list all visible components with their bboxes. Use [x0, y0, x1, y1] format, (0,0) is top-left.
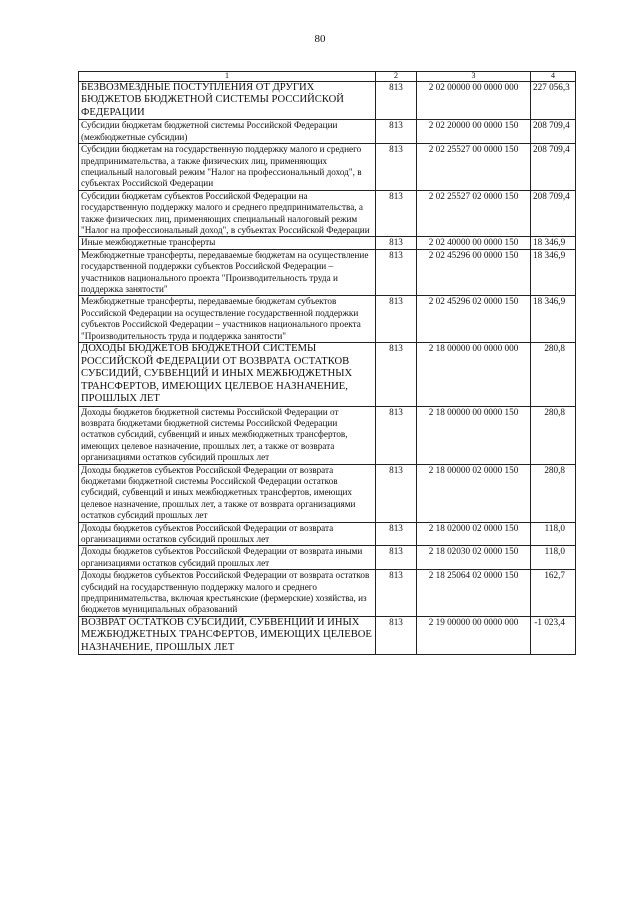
- table-row: [79, 81, 576, 120]
- row-code-cell: 813: [376, 296, 417, 343]
- row-code-cell: 813: [376, 249, 417, 296]
- row-sum-cell: 280,8: [531, 464, 576, 522]
- row-sum-cell: 162,7: [531, 570, 576, 617]
- row-code-cell: 813: [376, 546, 417, 570]
- table-row: [79, 237, 576, 249]
- row-sum-cell: 208 709,4: [531, 120, 576, 144]
- row-code-cell: 813: [376, 81, 417, 120]
- table-row: [79, 190, 576, 237]
- revenue-table: [78, 71, 576, 655]
- table-row: [79, 616, 576, 655]
- row-kbk-cell: 2 02 40000 00 0000 150: [417, 237, 531, 249]
- row-kbk-cell: 2 18 02030 02 0000 150: [417, 546, 531, 570]
- row-sum-cell: 280,8: [531, 406, 576, 464]
- row-code-cell: 813: [376, 144, 417, 191]
- row-code-cell: 813: [376, 406, 417, 464]
- row-name-cell: Субсидии бюджетам бюджетной системы Российской Федерации (межбюджетные субсидии): [79, 120, 376, 144]
- row-code-cell: 813: [376, 237, 417, 249]
- row-kbk-cell: 2 02 00000 00 0000 000: [417, 81, 531, 120]
- column-header: 2: [376, 72, 417, 82]
- row-name-cell: Доходы бюджетов субъектов Российской Федерации от возврата иными организациями остатков субсидий прошлых лет: [79, 546, 376, 570]
- row-code-cell: 813: [376, 343, 417, 407]
- table-row: [79, 343, 576, 407]
- table-row: [79, 120, 576, 144]
- column-header: 1: [79, 72, 376, 82]
- row-code-cell: 813: [376, 464, 417, 522]
- row-kbk-cell: 2 02 45296 00 0000 150: [417, 249, 531, 296]
- row-sum-cell: 118,0: [531, 546, 576, 570]
- row-name-cell: Доходы бюджетов бюджетной системы Российской Федерации от возврата бюджетами бюджетной системы Российской Федерации остатков субсидий, субвенций и иных межбюджетных трансфертов, имеющих целевое назначение, прошлых лет, а также от возврата организациями остатков субсидий прошлых лет: [79, 406, 376, 464]
- row-code-cell: 813: [376, 190, 417, 237]
- table-row: [79, 249, 576, 296]
- row-kbk-cell: 2 02 20000 00 0000 150: [417, 120, 531, 144]
- row-name-cell: Субсидии бюджетам субъектов Российской Федерации на государственную поддержку малого и среднего предпринимательства, а также физических лиц, применяющих специальный налоговый режим "Налог на профессиональный доход", в субъектах Российской Федерации: [79, 190, 376, 237]
- row-sum-cell: 280,8: [531, 343, 576, 407]
- row-code-cell: 813: [376, 570, 417, 617]
- row-name-cell: Доходы бюджетов субъектов Российской Федерации от возврата бюджетами бюджетной системы Российской Федерации остатков субсидий, субвенций и иных межбюджетных трансфертов, имеющих целевое назначение, прошлых лет, а также от возврата организациями остатков субсидий прошлых лет: [79, 464, 376, 522]
- table-row: [79, 406, 576, 464]
- table-row: [79, 570, 576, 617]
- row-kbk-cell: 2 02 25527 02 0000 150: [417, 190, 531, 237]
- row-sum-cell: 227 056,3: [531, 81, 576, 120]
- table-header-row: [79, 72, 576, 82]
- row-name-cell: Доходы бюджетов субъектов Российской Федерации от возврата организациями остатков субсидий прошлых лет: [79, 522, 376, 546]
- row-sum-cell: 18 346,9: [531, 237, 576, 249]
- row-code-cell: 813: [376, 522, 417, 546]
- row-sum-cell: 208 709,4: [531, 144, 576, 191]
- row-name-cell: БЕЗВОЗМЕЗДНЫЕ ПОСТУПЛЕНИЯ ОТ ДРУГИХ БЮДЖЕТОВ БЮДЖЕТНОЙ СИСТЕМЫ РОССИЙСКОЙ ФЕДЕРАЦИИ: [79, 81, 376, 120]
- row-sum-cell: 118,0: [531, 522, 576, 546]
- row-name-cell: ВОЗВРАТ ОСТАТКОВ СУБСИДИЙ, СУБВЕНЦИЙ И ИНЫХ МЕЖБЮДЖЕТНЫХ ТРАНСФЕРТОВ, ИМЕЮЩИХ ЦЕЛЕВОЕ НАЗНАЧЕНИЕ, ПРОШЛЫХ ЛЕТ: [79, 616, 376, 655]
- row-sum-cell: 18 346,9: [531, 296, 576, 343]
- row-kbk-cell: 2 18 00000 02 0000 150: [417, 464, 531, 522]
- table-row: [79, 464, 576, 522]
- row-name-cell: Субсидии бюджетам на государственную поддержку малого и среднего предпринимательства, а также физических лиц, применяющих специальный налоговый режим "Налог на профессиональный доход", в субъектах Российской Федерации: [79, 144, 376, 191]
- row-sum-cell: 208 709,4: [531, 190, 576, 237]
- row-kbk-cell: 2 02 45296 02 0000 150: [417, 296, 531, 343]
- table-row: [79, 296, 576, 343]
- row-name-cell: Межбюджетные трансферты, передаваемые бюджетам на осуществление государственной поддержки субъектов Российской Федерации – участников национального проекта "Производительность труда и поддержка занятости": [79, 249, 376, 296]
- row-kbk-cell: 2 18 00000 00 0000 150: [417, 406, 531, 464]
- table-row: [79, 522, 576, 546]
- row-sum-cell: 18 346,9: [531, 249, 576, 296]
- table-row: [79, 546, 576, 570]
- column-header: 3: [417, 72, 531, 82]
- row-kbk-cell: 2 18 25064 02 0000 150: [417, 570, 531, 617]
- row-kbk-cell: 2 18 02000 02 0000 150: [417, 522, 531, 546]
- row-kbk-cell: 2 19 00000 00 0000 000: [417, 616, 531, 655]
- row-name-cell: Доходы бюджетов субъектов Российской Федерации от возврата остатков субсидий на государственную поддержку малого и среднего предпринимательства, включая крестьянские (фермерские) хозяйства, из бюджетов муниципальных образований: [79, 570, 376, 617]
- row-name-cell: Межбюджетные трансферты, передаваемые бюджетам субъектов Российской Федерации на осуществление государственной поддержки субъектов Российской Федерации – участников национального проекта "Производительность труда и поддержка занятости": [79, 296, 376, 343]
- row-kbk-cell: 2 02 25527 00 0000 150: [417, 144, 531, 191]
- row-code-cell: 813: [376, 616, 417, 655]
- table-row: [79, 144, 576, 191]
- column-header: 4: [531, 72, 576, 82]
- row-name-cell: Иные межбюджетные трансферты: [79, 237, 376, 249]
- row-code-cell: 813: [376, 120, 417, 144]
- row-sum-cell: -1 023,4: [531, 616, 576, 655]
- page-number: 80: [314, 33, 326, 45]
- row-name-cell: ДОХОДЫ БЮДЖЕТОВ БЮДЖЕТНОЙ СИСТЕМЫ РОССИЙСКОЙ ФЕДЕРАЦИИ ОТ ВОЗВРАТА ОСТАТКОВ СУБСИДИЙ, СУБВЕНЦИЙ И ИНЫХ МЕЖБЮДЖЕТНЫХ ТРАНСФЕРТОВ, ИМЕЮЩИХ ЦЕЛЕВОЕ НАЗНАЧЕНИЕ, ПРОШЛЫХ ЛЕТ: [79, 343, 376, 407]
- row-kbk-cell: 2 18 00000 00 0000 000: [417, 343, 531, 407]
